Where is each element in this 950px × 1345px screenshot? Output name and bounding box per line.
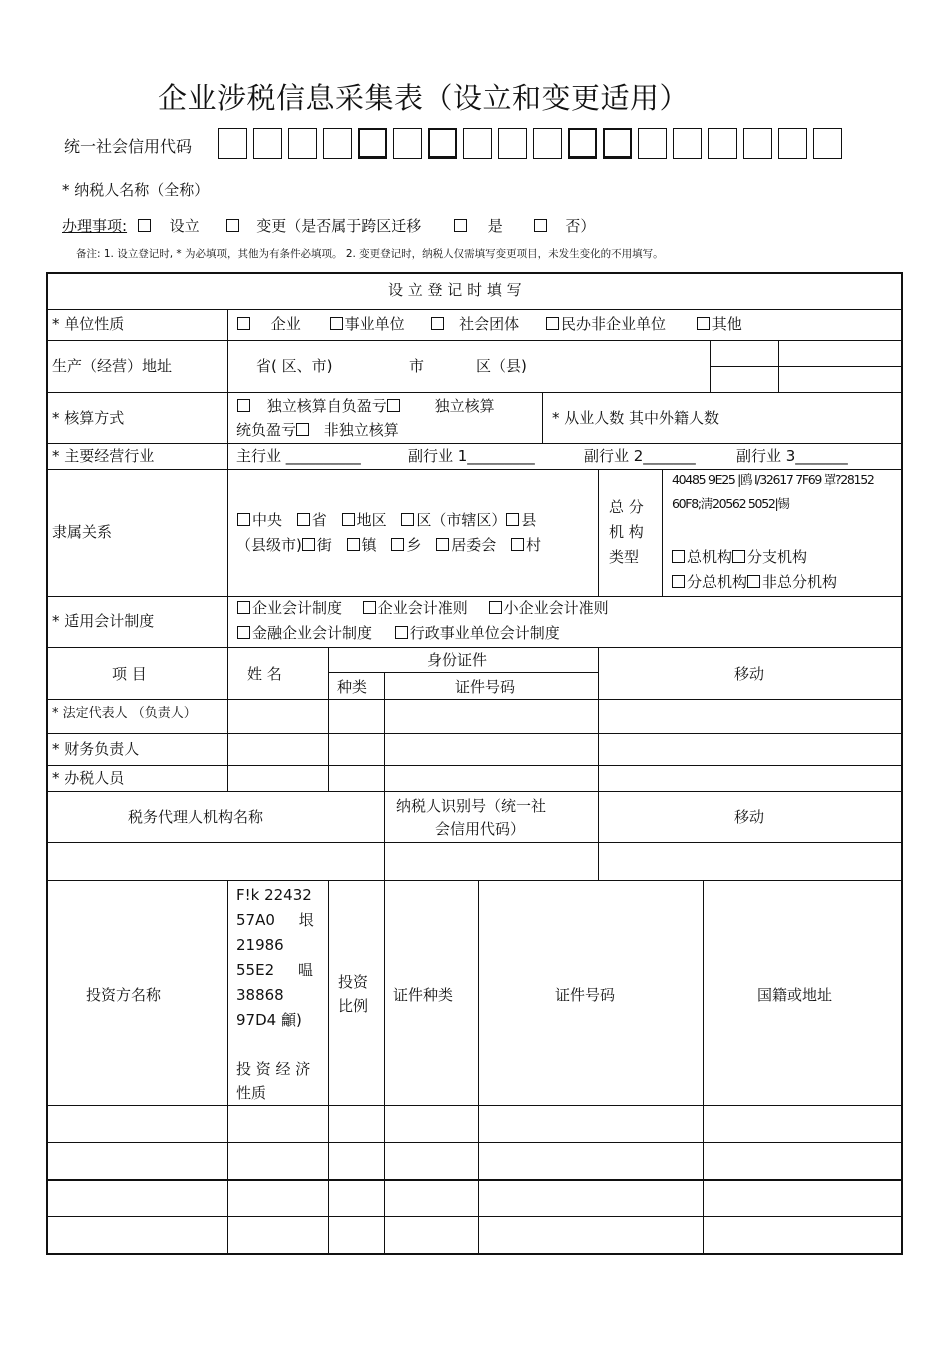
address-district[interactable]: 区（县) <box>476 357 527 375</box>
table-border-bottom <box>46 1253 903 1255</box>
table-border-left <box>46 272 48 1255</box>
investor-garbled-4: 55E2 嗢 <box>236 961 313 979</box>
affiliation-line1 <box>237 508 536 532</box>
accounting-system-line1 <box>237 596 609 620</box>
col-id-type: 种类 <box>337 678 368 696</box>
checkbox-independent[interactable] <box>387 399 400 412</box>
agent-taxid-header-2: 会信用代码） <box>435 820 526 838</box>
checkbox-urban-district[interactable] <box>401 513 414 526</box>
unit-nature-options <box>237 312 742 336</box>
checkbox-township[interactable] <box>391 538 404 551</box>
option-enterprise-system: 企业会计制度 <box>252 599 343 617</box>
col-mobile: 移动 <box>734 665 765 683</box>
h-rule <box>46 842 903 843</box>
h-rule <box>46 765 903 766</box>
option-no: 否） <box>565 217 596 235</box>
v-rule <box>384 672 385 791</box>
option-unified-loss: 统负盈亏 <box>236 421 297 439</box>
investor-id-number-header: 证件号码 <box>555 986 616 1004</box>
industry-main[interactable]: 主行业 __________ <box>236 447 361 465</box>
option-small-enterprise-standards: 小企业会计准则 <box>503 599 609 617</box>
h-rule <box>328 672 598 673</box>
industry-sub2[interactable]: 副行业 2_______ <box>584 447 696 465</box>
checkbox-administrative-system[interactable] <box>395 626 408 639</box>
investor-garbled-3: 21986 <box>236 936 284 954</box>
page-title: 企业涉税信息采集表（设立和变更适用） <box>158 81 690 115</box>
unit-nature-label: * 单位性质 <box>52 315 125 333</box>
v-rule <box>384 791 385 880</box>
investor-ratio-1: 投资 <box>338 973 369 991</box>
investor-id-type-header: 证件种类 <box>393 986 454 1004</box>
investor-nature-1: 投 资 经 济 <box>236 1060 311 1078</box>
h-rule <box>46 1179 903 1181</box>
v-rule <box>227 880 228 1254</box>
checkbox-county[interactable] <box>506 513 519 526</box>
employees-label: * 从业人数 其中外籍人数 <box>552 409 720 427</box>
checkbox-sub-head-office[interactable] <box>672 575 685 588</box>
option-set: 设立 <box>169 217 200 235</box>
checkbox-branch[interactable] <box>732 550 745 563</box>
agent-name-header: 税务代理人机构名称 <box>128 808 264 826</box>
table-border-top <box>46 272 903 274</box>
option-administrative-system: 行政事业单位会计制度 <box>409 624 560 642</box>
investor-garbled-2: 57A0 垠 <box>236 911 314 929</box>
address-city[interactable]: 市 <box>409 357 425 375</box>
option-county-city: （县级市) <box>236 536 302 554</box>
option-financial-system: 金融企业会计制度 <box>252 624 373 642</box>
address-province[interactable]: 省( 区、市) <box>256 357 333 375</box>
v-rule <box>328 880 329 1254</box>
accounting-label: * 核算方式 <box>52 409 125 427</box>
option-non-independent: 非独立核算 <box>323 421 399 439</box>
option-village: 村 <box>526 536 542 554</box>
option-central: 中央 <box>252 511 283 529</box>
investor-nation-header: 国籍或地址 <box>757 986 833 1004</box>
checkbox-village[interactable] <box>511 538 524 551</box>
matters-label: 办理事项: <box>62 217 128 235</box>
option-head-office: 总机构 <box>687 548 733 566</box>
h-rule <box>46 1216 903 1217</box>
industry-sub3[interactable]: 副行业 3_______ <box>736 447 848 465</box>
option-private-nonprofit: 民办非企业单位 <box>560 315 666 333</box>
table-border-right <box>901 272 903 1255</box>
org-type-options-2 <box>672 570 837 594</box>
h-rule <box>46 309 903 310</box>
org-type-label-3: 类型 <box>609 548 640 566</box>
v-rule <box>542 392 543 443</box>
checkbox-town[interactable] <box>347 538 360 551</box>
option-town: 镇 <box>361 536 377 554</box>
industry-label: * 主要经营行业 <box>52 447 155 465</box>
garbled-text-1: 40485 9E25 |鸥 I/32617 7F69 罩?28152 <box>672 472 874 487</box>
v-rule <box>710 340 711 392</box>
checkbox-committee[interactable] <box>436 538 449 551</box>
org-type-label-2: 机 构 <box>609 523 644 541</box>
address-label: 生产（经营）地址 <box>52 357 173 375</box>
v-rule <box>328 647 329 791</box>
credit-code-label: 统一社会信用代码 <box>64 137 193 156</box>
section-title: 设 立 登 记 时 填 写 <box>388 281 522 299</box>
org-type-options-1 <box>672 545 807 569</box>
checkbox-small-enterprise-standards[interactable] <box>489 601 502 614</box>
checkbox-non-independent[interactable] <box>296 423 309 436</box>
checkbox-independent-self-loss[interactable] <box>237 399 250 412</box>
v-rule <box>778 340 779 392</box>
checkbox-enterprise-standards[interactable] <box>363 601 376 614</box>
checkbox-head-office[interactable] <box>672 550 685 563</box>
checkbox-public-institution[interactable] <box>330 317 343 330</box>
col-item: 项 目 <box>112 665 147 683</box>
option-change: 变更（是否属于跨区迁移 <box>256 217 422 235</box>
option-independent-self-loss: 独立核算自负盈亏 <box>266 397 387 415</box>
option-street: 街 <box>316 536 332 554</box>
org-type-label-1: 总 分 <box>609 498 644 516</box>
col-id-number: 证件号码 <box>455 678 516 696</box>
checkbox-private-nonprofit[interactable] <box>546 317 559 330</box>
accounting-line2 <box>236 418 399 442</box>
investor-ratio-2: 比例 <box>338 997 369 1015</box>
row-legal-rep: * 法定代表人 （负责人） <box>52 706 197 721</box>
accounting-system-label: * 适用会计制度 <box>52 612 155 630</box>
h-rule <box>46 340 903 341</box>
h-rule <box>46 1142 903 1143</box>
agent-mobile-header: 移动 <box>734 808 765 826</box>
checkbox-central[interactable] <box>237 513 250 526</box>
option-county: 县 <box>521 511 537 529</box>
option-township: 乡 <box>406 536 422 554</box>
col-id: 身份证件 <box>427 651 488 669</box>
option-non-head-branch: 非总分机构 <box>762 573 838 591</box>
option-enterprise: 企业 <box>270 315 301 333</box>
option-public-institution: 事业单位 <box>344 315 405 333</box>
taxpayer-name-label: * 纳税人名称（全称） <box>62 181 210 199</box>
v-rule <box>598 469 599 596</box>
v-rule <box>227 647 228 791</box>
checkbox-province[interactable] <box>297 513 310 526</box>
checkbox-non-head-branch[interactable] <box>747 575 760 588</box>
checkbox-enterprise[interactable] <box>237 317 250 330</box>
v-rule <box>703 880 704 1254</box>
checkbox-region[interactable] <box>342 513 355 526</box>
checkbox-other[interactable] <box>697 317 710 330</box>
investor-garbled-6: 97D4 龥) <box>236 1011 302 1029</box>
option-province: 省 <box>311 511 327 529</box>
investor-nature-2: 性质 <box>236 1084 267 1102</box>
option-yes: 是 <box>487 217 503 235</box>
accounting-system-line2 <box>237 621 560 645</box>
h-rule <box>46 699 903 700</box>
checkbox-street[interactable] <box>302 538 315 551</box>
row-tax-handler: * 办税人员 <box>52 769 125 787</box>
option-region: 地区 <box>356 511 387 529</box>
option-urban-district: 区（市辖区） <box>416 511 507 529</box>
affiliation-label: 隶属关系 <box>52 523 113 541</box>
garbled-text-2: 60F8;淸20562 5052|锡 <box>672 496 789 511</box>
v-rule <box>598 791 599 880</box>
accounting-line1 <box>237 394 495 418</box>
investor-name-header: 投资方名称 <box>86 986 162 1004</box>
checkbox-social-group[interactable] <box>431 317 444 330</box>
h-rule <box>46 791 903 792</box>
h-rule <box>46 1105 903 1106</box>
agent-taxid-header-1: 纳税人识别号（统一社 <box>396 797 547 815</box>
option-committee: 居委会 <box>451 536 497 554</box>
v-rule <box>662 469 663 596</box>
row-finance-head: * 财务负责人 <box>52 740 140 758</box>
h-rule <box>46 733 903 734</box>
checkbox-financial-system[interactable] <box>237 626 250 639</box>
option-social-group: 社会团体 <box>459 315 520 333</box>
checkbox-enterprise-system[interactable] <box>237 601 250 614</box>
investor-garbled-5: 38868 <box>236 986 284 1004</box>
v-rule <box>598 647 599 791</box>
v-rule <box>478 880 479 1254</box>
note-text: 备注: 1. 设立登记时, * 为必填项，其他为有条件必填项。 2. 变更登记时，纳税人仅需填写变更项目，未发生变化的不用填写。 <box>76 248 664 260</box>
investor-garbled-1: F!k 22432 <box>236 886 312 904</box>
option-branch: 分支机构 <box>747 548 808 566</box>
v-rule <box>384 880 385 1254</box>
option-sub-head-office: 分总机构 <box>687 573 748 591</box>
h-rule <box>710 366 903 367</box>
col-name: 姓 名 <box>247 665 282 683</box>
option-other: 其他 <box>711 315 742 333</box>
option-independent: 独立核算 <box>434 397 495 415</box>
affiliation-line2 <box>236 533 541 557</box>
h-rule <box>46 392 903 393</box>
option-enterprise-standards: 企业会计准则 <box>377 599 468 617</box>
h-rule <box>46 880 903 881</box>
v-rule <box>227 309 228 649</box>
industry-sub1[interactable]: 副行业 1_________ <box>408 447 535 465</box>
